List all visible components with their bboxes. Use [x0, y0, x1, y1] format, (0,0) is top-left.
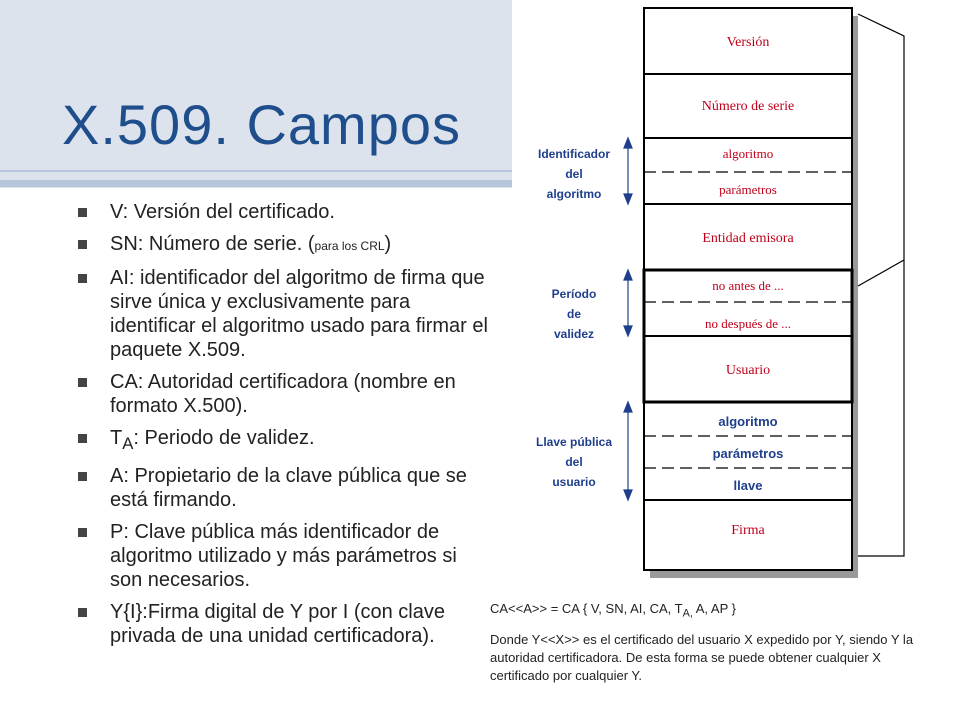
caption-description: Donde Y<<X>> es el certificado del usuario X expedido por Y, siendo Y la autoridad certificadora. De esta forma se puede obtener cualquier X certificado por cualquier Y.	[490, 631, 914, 683]
bullet-text: P: Clave pública más identificador de algoritmo utilizado y más parámetros si son necesarios.	[110, 521, 457, 591]
signature-bracket	[858, 14, 904, 556]
bullet-text: Y{I}:Firma digital de Y por I (con clave privada de una unidad certificadora).	[110, 601, 445, 647]
bullet-small-text: para los CRL	[314, 239, 385, 253]
arrow-head-icon	[624, 270, 632, 280]
formula-text: CA<<A>> = CA { V, SN, AI, CA, T	[490, 601, 683, 616]
bullet-item	[74, 370, 494, 418]
bullet-item	[74, 520, 494, 592]
bullet-text: AI: identificador del algoritmo de firma que sirve única y exclusivamente para identificar el algoritmo usado para firmar el paquete X.509.	[110, 267, 488, 361]
group-label: Identificador	[537, 147, 611, 161]
bullet-item	[74, 266, 494, 362]
group-label: algoritmo	[546, 187, 602, 201]
group-label: de	[566, 307, 582, 321]
bullet-text: SN: Número de serie. (	[110, 233, 315, 255]
field-label: algoritmo	[718, 414, 778, 429]
group-label: Período	[551, 287, 597, 301]
title-rule-thick	[0, 180, 520, 187]
formula-subscript: A,	[682, 607, 693, 620]
group-label: Llave pública	[535, 435, 613, 449]
arrow-head-icon	[624, 138, 632, 148]
group-label: usuario	[552, 475, 596, 489]
field-label: llave	[733, 478, 763, 493]
bullet-item	[74, 464, 494, 512]
field-label: Versión	[726, 35, 770, 50]
field-label: no después de ...	[705, 316, 791, 331]
bullet-text: CA: Autoridad certificadora (nombre en formato X.500).	[110, 371, 456, 417]
bullet-text: )	[384, 233, 392, 255]
field-label: no antes de ...	[712, 278, 784, 293]
caption-formula	[490, 600, 930, 623]
bullet-item	[74, 426, 494, 456]
bullet-square-icon	[78, 208, 87, 217]
field-label: parámetros	[712, 446, 784, 461]
field-label: algoritmo	[722, 146, 774, 161]
bullet-text: T	[110, 427, 123, 449]
arrow-head-icon	[624, 402, 632, 412]
bullet-item	[74, 200, 494, 224]
arrow-head-icon	[624, 194, 632, 204]
bullet-item	[74, 232, 494, 258]
title-rule-thin	[0, 170, 520, 172]
field-label: Número de serie	[701, 99, 795, 114]
field-label: parámetros	[719, 182, 777, 197]
bullet-text: A: Propietario de la clave pública que se está firmando.	[110, 465, 467, 511]
bullet-square-icon	[78, 608, 87, 617]
bullet-text: V: Versión del certificado.	[110, 201, 335, 223]
bullet-square-icon	[78, 378, 87, 387]
signature-bracket	[858, 260, 904, 286]
bullet-list	[74, 200, 494, 656]
arrow-head-icon	[624, 326, 632, 336]
bullet-square-icon	[78, 472, 87, 481]
slide-title: X.509. Campos	[62, 93, 461, 156]
field-label: Entidad emisora	[702, 231, 794, 246]
group-label: del	[565, 167, 583, 181]
field-label: Usuario	[725, 363, 771, 378]
bullet-item	[74, 600, 494, 648]
x509-structure-diagram	[512, 0, 960, 588]
arrow-head-icon	[624, 490, 632, 500]
group-label: del	[565, 455, 583, 469]
bullet-subscript: A	[122, 434, 134, 453]
bullet-square-icon	[78, 528, 87, 537]
bullet-square-icon	[78, 240, 87, 249]
bullet-square-icon	[78, 434, 87, 443]
group-label: validez	[553, 327, 595, 341]
caption	[490, 600, 930, 693]
bullet-text: : Periodo de validez.	[133, 427, 315, 449]
bullet-square-icon	[78, 274, 87, 283]
formula-text: A, AP }	[692, 601, 736, 616]
field-label: Firma	[731, 523, 765, 538]
